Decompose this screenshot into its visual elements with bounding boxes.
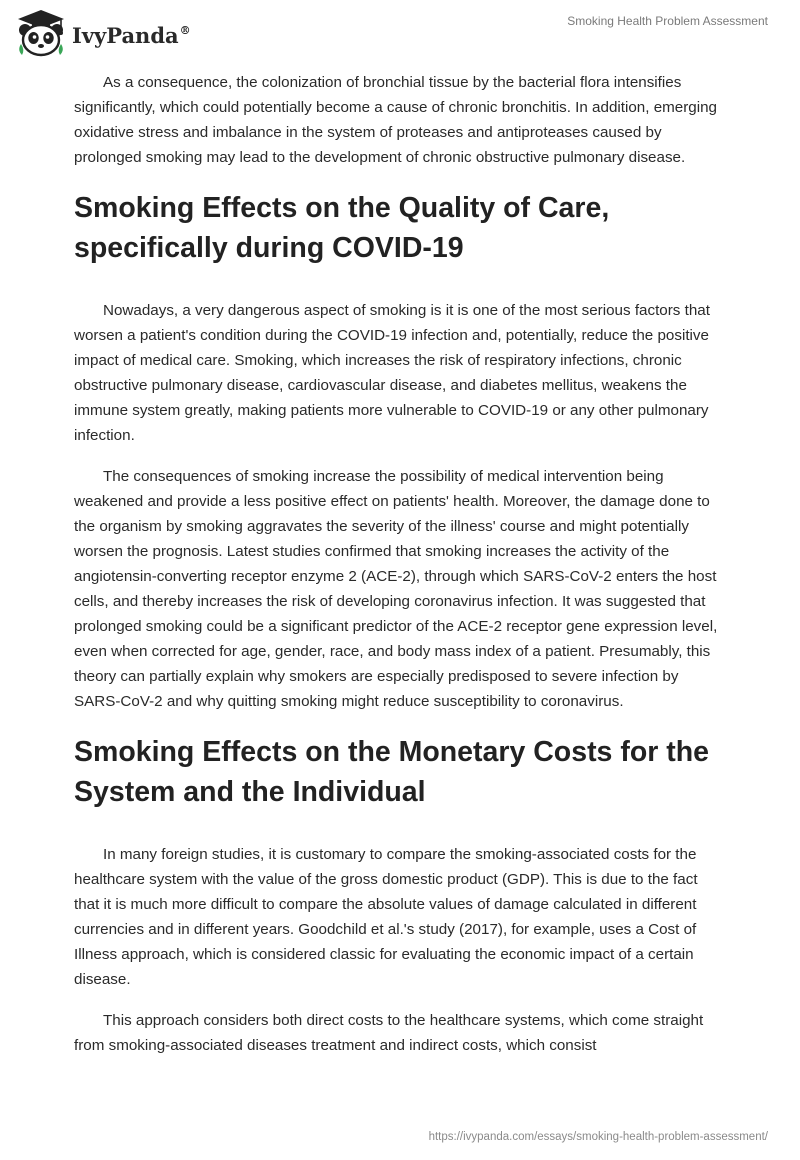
- brand-name: IvyPanda®: [72, 22, 191, 48]
- source-url[interactable]: https://ivypanda.com/essays/smoking-health-problem-assessment/: [428, 1131, 768, 1143]
- page-header: [0, 0, 800, 62]
- brand-logo[interactable]: [14, 8, 191, 58]
- section-heading: Smoking Effects on the Quality of Care, specifically during COVID-19: [74, 192, 610, 264]
- panda-graduate-icon: [14, 8, 68, 58]
- section-heading: Smoking Effects on the Monetary Costs for the System and the Individual: [74, 736, 709, 808]
- paragraph: The consequences of smoking increase the possibility of medical intervention being weakened and provide a less positive effect on patients' health. Moreover, the damage done to the organism by smoking aggravates the severity of the illness' course and might potentially worsen the prognosis. Latest studies confirmed that smoking increases the activity of the angiotensin-converting receptor enzyme 2 (ACE-2), through which SARS-CoV-2 enters the host cells, and thereby increases the risk of developing coronavirus infection. It was suggested that prolonged smoking could be a significant predictor of the ACE-2 receptor gene expression level, even when corrected for age, gender, race, and body mass index of a patient. Presumably, this theory can partially explain why smokers are especially predisposed to severe infection by SARS-CoV-2 and why quitting smoking might reduce susceptibility to coronavirus.: [74, 468, 718, 710]
- paragraph: As a consequence, the colonization of bronchial tissue by the bacterial flora intensifies significantly, which could potentially become a cause of chronic bronchitis. In addition, emerging oxidative stress and imbalance in the system of proteases and antiproteases caused by prolonged smoking may lead to the development of chronic obstructive pulmonary disease.: [74, 74, 718, 166]
- paragraph: This approach considers both direct costs to the healthcare systems, which come straight from smoking-associated diseases treatment and indirect costs, which consist: [74, 1012, 704, 1054]
- paragraph: Nowadays, a very dangerous aspect of smoking is it is one of the most serious factors that worsen a patient's condition during the COVID-19 infection and, potentially, reduce the positive impact of medical care. Smoking, which increases the risk of respiratory infections, chronic obstructive pulmonary disease, cardiovascular disease, and diabetes mellitus, weakens the immune system greatly, making patients more vulnerable to COVID-19 or any other pulmonary infection.: [74, 302, 710, 444]
- document-title: Smoking Health Problem Assessment: [567, 14, 768, 28]
- paragraph: In many foreign studies, it is customary to compare the smoking-associated costs for the healthcare system with the value of the gross domestic product (GDP). This is due to the fact that it is much more difficult to compare the absolute values of damage calculated in different currencies and in different years. Goodchild et al.'s study (2017), for example, uses a Cost of Illness approach, which is considered classic for evaluating the economic impact of a certain disease.: [74, 846, 698, 988]
- essay-body: [74, 70, 724, 1074]
